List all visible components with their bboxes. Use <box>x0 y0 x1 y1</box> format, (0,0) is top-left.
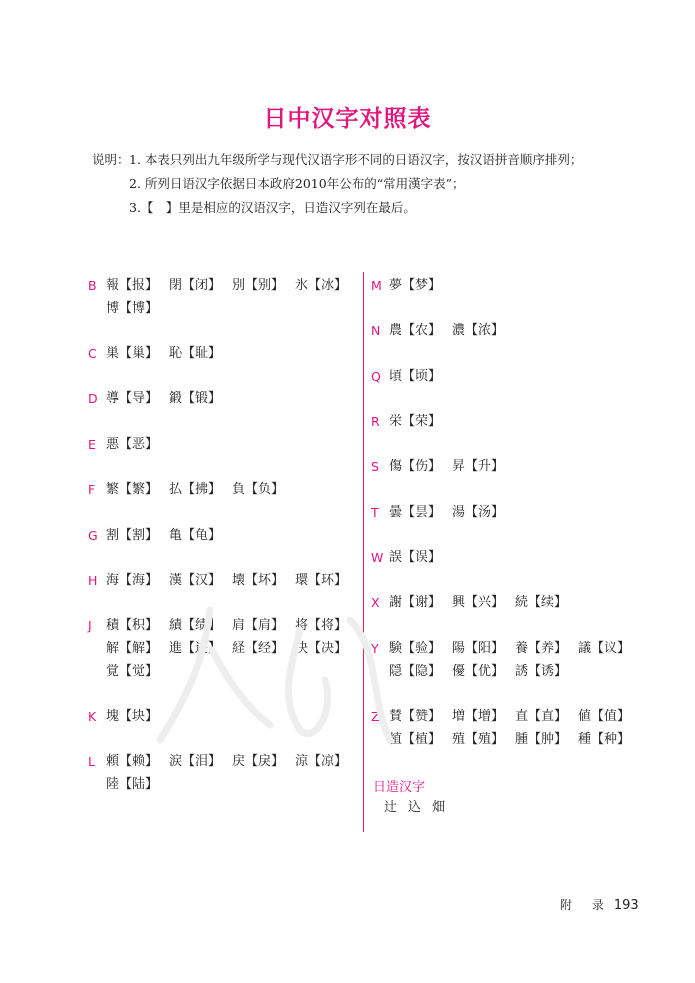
entry: 増【增】 <box>452 709 505 724</box>
group-entries <box>389 546 649 569</box>
group-letter: D <box>88 391 98 406</box>
group-letter: S <box>371 459 379 474</box>
group-entries <box>389 501 649 524</box>
group-entries <box>389 410 649 433</box>
entry: 興【兴】 <box>452 595 505 610</box>
entry: 導【导】 <box>106 391 159 406</box>
entry: 鍛【锻】 <box>169 391 222 406</box>
entry: 将【将】 <box>295 618 348 633</box>
entry: 陽【阳】 <box>452 641 505 656</box>
group-letter: J <box>88 618 92 633</box>
group-entries <box>389 365 649 388</box>
entry: 涙【泪】 <box>169 754 222 769</box>
group-entries <box>389 591 649 614</box>
entry: 進【进】 <box>169 641 222 656</box>
entry: 解【解】 <box>106 641 159 656</box>
entry: 夢【梦】 <box>389 278 442 293</box>
entry: 割【割】 <box>106 528 159 543</box>
made-in-japan-char: 辻 <box>384 800 398 815</box>
made-in-japan-char: 込 <box>408 800 422 815</box>
entry: 傷【伤】 <box>389 459 442 474</box>
entry: 戻【戾】 <box>232 754 285 769</box>
note-text-3: 3.【 】里是相应的汉语汉字，日造汉字列在最后。 <box>129 200 416 215</box>
group-letter: K <box>88 709 97 724</box>
entry: 栄【荣】 <box>389 414 442 429</box>
entry: 謝【谢】 <box>389 595 442 610</box>
entry: 頃【顷】 <box>389 369 442 384</box>
entry: 報【报】 <box>106 278 159 293</box>
entry: 払【拂】 <box>169 482 222 497</box>
group-letter: F <box>88 482 96 497</box>
entry: 湯【汤】 <box>452 505 505 520</box>
group-entries <box>106 524 366 547</box>
entry: 腫【肿】 <box>515 732 568 747</box>
group-entries <box>106 387 366 410</box>
entry: 巣【巢】 <box>106 346 159 361</box>
entry: 繁【繁】 <box>106 482 159 497</box>
entry: 績【绩】 <box>169 618 222 633</box>
entry: 農【农】 <box>389 323 442 338</box>
entry: 隠【隐】 <box>389 664 442 679</box>
entry: 植【植】 <box>389 732 442 747</box>
group-entries <box>106 569 366 592</box>
group-entries <box>106 705 366 728</box>
entry: 続【续】 <box>515 595 568 610</box>
entry: 氷【冰】 <box>295 278 348 293</box>
made-in-japan-char: 畑 <box>432 800 446 815</box>
group-letter: N <box>371 323 381 338</box>
group-letter: Q <box>371 369 381 384</box>
entry: 験【验】 <box>389 641 442 656</box>
footer-label: 附 录 <box>560 898 612 912</box>
entry: 経【经】 <box>232 641 285 656</box>
entry: 誤【误】 <box>389 550 442 565</box>
group-letter: B <box>88 278 97 293</box>
entry: 閉【闭】 <box>169 278 222 293</box>
group-letter: R <box>371 414 380 429</box>
entry: 涼【凉】 <box>295 754 348 769</box>
entry: 種【种】 <box>578 732 631 747</box>
group-entries <box>389 274 649 297</box>
entry: 養【养】 <box>515 641 568 656</box>
group-letter: C <box>88 346 97 361</box>
entry: 博【博】 <box>106 301 159 316</box>
group-entries <box>389 319 649 342</box>
entry: 曇【昙】 <box>389 505 442 520</box>
entry: 賛【赞】 <box>389 709 442 724</box>
entry: 環【环】 <box>295 573 348 588</box>
entry: 悪【恶】 <box>106 437 159 452</box>
group-letter: Z <box>371 709 380 724</box>
group-entries <box>389 455 649 478</box>
group-letter: X <box>371 595 380 610</box>
entry: 負【负】 <box>232 482 285 497</box>
group-letter: H <box>88 573 98 588</box>
entry: 昇【升】 <box>452 459 505 474</box>
entry: 覚【觉】 <box>106 664 159 679</box>
page-title: 日中汉字对照表 <box>263 106 432 132</box>
entry: 陸【陆】 <box>106 777 159 792</box>
note-prefix: 说明： <box>92 152 130 167</box>
group-letter: Y <box>371 641 379 656</box>
group-entries <box>106 614 366 683</box>
entry: 壊【坏】 <box>232 573 285 588</box>
note-text-2: 2. 所列日语汉字依据日本政府2010年公布的“常用漢字表”； <box>129 176 465 191</box>
group-letter: E <box>88 437 96 452</box>
entry: 濃【浓】 <box>452 323 505 338</box>
group-entries <box>106 433 366 456</box>
group-entries <box>389 705 649 751</box>
entry: 直【直】 <box>515 709 568 724</box>
entry: 決【决】 <box>295 641 348 656</box>
made-in-japan-heading: 日造汉字 <box>373 780 426 795</box>
entry: 積【积】 <box>106 618 159 633</box>
group-entries <box>106 478 366 501</box>
made-in-japan-list <box>384 798 456 818</box>
group-letter: L <box>88 754 95 769</box>
group-entries <box>389 637 649 683</box>
entry: 議【议】 <box>578 641 631 656</box>
entry: 塊【块】 <box>106 709 159 724</box>
entry: 優【优】 <box>452 664 505 679</box>
group-letter: M <box>371 278 382 293</box>
page-footer <box>560 896 639 913</box>
entry: 海【海】 <box>106 573 159 588</box>
entry: 漢【汉】 <box>169 573 222 588</box>
entry: 亀【龟】 <box>169 528 222 543</box>
group-entries <box>106 750 366 796</box>
group-letter: T <box>371 505 379 520</box>
entry: 肩【肩】 <box>232 618 285 633</box>
entry: 別【别】 <box>232 278 285 293</box>
group-entries <box>106 274 366 320</box>
entry: 誘【诱】 <box>515 664 568 679</box>
note-text-1: 1. 本表只列出九年级所学与现代汉语字形不同的日语汉字，按汉语拼音顺序排列； <box>129 152 583 167</box>
entry: 恥【耻】 <box>169 346 222 361</box>
page-number: 193 <box>613 898 639 913</box>
entry: 頼【赖】 <box>106 754 159 769</box>
group-entries <box>106 342 366 365</box>
group-letter: G <box>88 528 98 543</box>
entry: 値【值】 <box>578 709 631 724</box>
entry: 殖【殖】 <box>452 732 505 747</box>
group-letter: W <box>371 550 384 565</box>
